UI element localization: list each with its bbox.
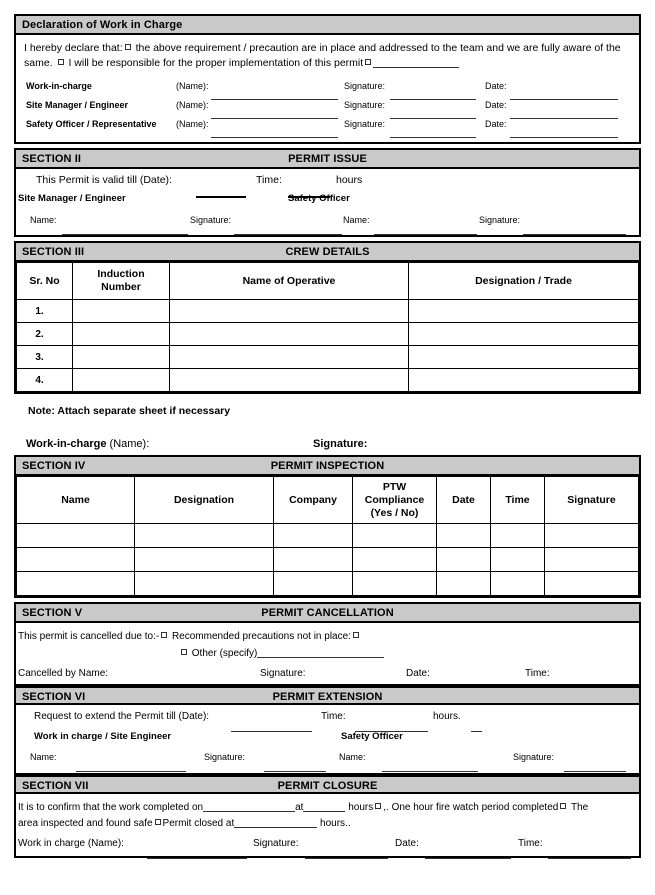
section-4-number: SECTION IV bbox=[22, 460, 86, 472]
inspection-company[interactable] bbox=[274, 524, 353, 548]
col-company: Company bbox=[274, 477, 353, 524]
col-name: Name bbox=[17, 477, 135, 524]
name-label: (Name): bbox=[176, 100, 209, 110]
work-in-charge-label bbox=[26, 438, 149, 450]
cancellation-date-label: Date: bbox=[406, 668, 430, 679]
crew-row-induction[interactable] bbox=[73, 369, 170, 392]
inspection-signature[interactable] bbox=[545, 524, 639, 548]
name-label: (Name): bbox=[176, 119, 209, 129]
work-in-charge-signoff-line bbox=[14, 438, 641, 455]
col-sr-no: Sr. No bbox=[17, 263, 73, 300]
section-2-title: PERMIT ISSUE bbox=[288, 153, 367, 165]
crew-row-induction[interactable] bbox=[73, 346, 170, 369]
closure-line2-a: area inspected and found safe bbox=[18, 818, 153, 829]
section-5-header-bar bbox=[16, 604, 639, 623]
extension-time-label: Time: bbox=[321, 711, 346, 722]
crew-row-sr: 3. bbox=[17, 346, 73, 369]
inspection-designation[interactable] bbox=[135, 524, 274, 548]
declaration-role-label: Safety Officer / Representative bbox=[26, 119, 157, 129]
inspection-time[interactable] bbox=[491, 524, 545, 548]
cancellation-other-input[interactable] bbox=[257, 647, 384, 658]
col-signature: Signature bbox=[545, 477, 639, 524]
date-label: Date: bbox=[485, 119, 507, 129]
closure-hours-input[interactable] bbox=[303, 801, 345, 812]
declaration-line1-pre: I hereby declare that: bbox=[24, 42, 123, 54]
declaration-header-label: Declaration of Work in Charge bbox=[22, 19, 183, 31]
name-input-line[interactable] bbox=[211, 127, 338, 138]
closure-signature-label: Signature: bbox=[253, 838, 299, 849]
work-in-charge-signature-label: Signature: bbox=[313, 438, 368, 450]
inspection-signature[interactable] bbox=[545, 572, 639, 596]
crew-row-name[interactable] bbox=[170, 300, 409, 323]
declaration-checkbox-1[interactable] bbox=[125, 44, 131, 50]
section-2-signature-label-2: Signature: bbox=[479, 215, 521, 225]
attach-sheet-note: Note: Attach separate sheet if necessary bbox=[28, 405, 231, 417]
section-2-signature-label-1: Signature: bbox=[190, 215, 232, 225]
section-7-block bbox=[14, 775, 641, 858]
section-6-header-bar bbox=[16, 686, 639, 705]
section-6-right-role: Safety Officer bbox=[341, 731, 403, 742]
section-7-body bbox=[16, 794, 639, 856]
section-6-name-label-1: Name: bbox=[30, 752, 57, 762]
inspection-company[interactable] bbox=[274, 548, 353, 572]
declaration-checkbox-2[interactable] bbox=[58, 59, 64, 65]
work-in-charge-bold-label: Work-in-charge bbox=[26, 438, 107, 450]
closure-statement bbox=[18, 800, 635, 832]
inspection-date[interactable] bbox=[437, 524, 491, 548]
closure-closed-at-input[interactable] bbox=[234, 817, 317, 828]
declaration-header-bar bbox=[16, 16, 639, 35]
cancellation-reason-precautions: Recommended precautions not in place: bbox=[171, 631, 351, 642]
section-6-left-role: Work in charge / Site Engineer bbox=[34, 731, 172, 742]
col-name-of-operative: Name of Operative bbox=[170, 263, 409, 300]
section-5-number: SECTION V bbox=[22, 607, 83, 619]
permit-valid-label: This Permit is valid till (Date): bbox=[36, 174, 172, 186]
ptw-line-3: (Yes / No) bbox=[370, 506, 419, 519]
section-2-number: SECTION II bbox=[22, 153, 82, 165]
declaration-role-label: Work-in-charge bbox=[26, 81, 92, 91]
cancellation-other-label: Other (specify) bbox=[191, 648, 258, 659]
work-in-charge-name-label: (Name): bbox=[109, 438, 150, 450]
col-ptw-compliance bbox=[353, 477, 437, 524]
cancellation-checkbox-1[interactable] bbox=[161, 632, 167, 638]
closure-line1-e: The bbox=[570, 802, 589, 813]
crew-row-name[interactable] bbox=[170, 346, 409, 369]
inspection-ptw[interactable] bbox=[353, 572, 437, 596]
closure-wic-input[interactable] bbox=[147, 848, 247, 859]
section-6-name-input-2[interactable] bbox=[382, 761, 478, 772]
inspection-designation[interactable] bbox=[135, 572, 274, 596]
closure-line1-b: at bbox=[295, 802, 304, 813]
extension-trailing-mark bbox=[471, 721, 482, 732]
section-5-title: PERMIT CANCELLATION bbox=[261, 607, 394, 619]
section-6-signature-input-1[interactable] bbox=[264, 761, 326, 772]
section-2-signature-input-2[interactable] bbox=[523, 224, 626, 235]
extension-request-label: Request to extend the Permit till (Date): bbox=[34, 711, 210, 722]
inspection-signature[interactable] bbox=[545, 548, 639, 572]
closure-wic-label: Work in charge (Name): bbox=[18, 838, 124, 849]
declaration-row-safety-officer bbox=[24, 116, 631, 135]
inspection-time[interactable] bbox=[491, 548, 545, 572]
crew-row-designation[interactable] bbox=[409, 323, 639, 346]
cancellation-checkbox-2[interactable] bbox=[353, 632, 359, 638]
crew-row-sr: 2. bbox=[17, 323, 73, 346]
cancellation-signature-label: Signature: bbox=[260, 668, 306, 679]
inspection-ptw[interactable] bbox=[353, 548, 437, 572]
closure-line1-a: It is to confirm that the work completed on bbox=[18, 802, 204, 813]
declaration-line2-mid: I will be responsible for the proper implementation of this permit bbox=[68, 57, 364, 69]
signature-label: Signature: bbox=[344, 119, 386, 129]
section-6-name-input-1[interactable] bbox=[76, 761, 186, 772]
closure-signature-input[interactable] bbox=[305, 848, 388, 859]
cancellation-time-label: Time: bbox=[525, 668, 550, 679]
table-row bbox=[17, 572, 639, 596]
declaration-row-site-manager bbox=[24, 97, 631, 116]
declaration-block bbox=[14, 14, 641, 144]
closure-date-input[interactable] bbox=[203, 801, 295, 812]
table-row bbox=[17, 548, 639, 572]
crew-row-sr: 4. bbox=[17, 369, 73, 392]
section-7-title: PERMIT CLOSURE bbox=[277, 780, 378, 792]
declaration-role-label: Site Manager / Engineer bbox=[26, 100, 129, 110]
section-2-name-input-2[interactable] bbox=[374, 224, 477, 235]
section-6-signature-input-2[interactable] bbox=[564, 761, 626, 772]
closure-date-field[interactable] bbox=[425, 848, 511, 859]
col-time: Time bbox=[491, 477, 545, 524]
table-header-row bbox=[17, 263, 639, 300]
permit-inspection-table bbox=[16, 476, 639, 596]
declaration-blank-line[interactable] bbox=[373, 57, 459, 68]
section-6-signature-label-1: Signature: bbox=[204, 752, 246, 762]
crew-row-designation[interactable] bbox=[409, 369, 639, 392]
permit-time-label: Time: bbox=[256, 174, 282, 186]
closure-checkbox-2[interactable] bbox=[560, 803, 566, 809]
section-5-body bbox=[16, 623, 639, 684]
extension-date-input[interactable] bbox=[231, 721, 312, 732]
section-6-name-label-2: Name: bbox=[339, 752, 366, 762]
section-4-block bbox=[14, 455, 641, 598]
closure-line1-c: hours bbox=[348, 802, 374, 813]
inspection-name[interactable] bbox=[17, 572, 135, 596]
col-designation: Designation bbox=[135, 477, 274, 524]
inspection-company[interactable] bbox=[274, 572, 353, 596]
col-designation-trade: Designation / Trade bbox=[409, 263, 639, 300]
signature-label: Signature: bbox=[344, 100, 386, 110]
section-2-block bbox=[14, 148, 641, 237]
permit-valid-date-input[interactable] bbox=[196, 186, 246, 198]
declaration-statement bbox=[24, 41, 631, 71]
closure-line2-b: Permit closed at bbox=[162, 818, 235, 829]
col-date: Date bbox=[437, 477, 491, 524]
date-input-line[interactable] bbox=[510, 127, 618, 138]
crew-row-sr: 1. bbox=[17, 300, 73, 323]
section-2-left-role: Site Manager / Engineer bbox=[18, 193, 126, 204]
col-induction-number: Induction Number bbox=[73, 263, 170, 300]
closure-time-label: Time: bbox=[518, 838, 543, 849]
table-row bbox=[17, 346, 639, 369]
section-3-title: CREW DETAILS bbox=[285, 246, 370, 258]
crew-row-name[interactable] bbox=[170, 323, 409, 346]
section-6-body bbox=[16, 705, 639, 773]
section-5-block bbox=[14, 602, 641, 686]
table-row bbox=[17, 323, 639, 346]
closure-line2-c: hours.. bbox=[320, 818, 351, 829]
crew-row-designation[interactable] bbox=[409, 300, 639, 323]
section-2-right-role: Safety Officer bbox=[288, 193, 350, 204]
crew-details-table bbox=[16, 262, 639, 392]
crew-row-name[interactable] bbox=[170, 369, 409, 392]
closure-date-label: Date: bbox=[395, 838, 419, 849]
section-7-header-bar bbox=[16, 775, 639, 794]
declaration-line1-post: the above requirement / precaution are in place and addressed to the team and we are fully aware of the bbox=[135, 42, 621, 54]
cancellation-intro: This permit is cancelled due to:- bbox=[18, 631, 160, 642]
declaration-body bbox=[16, 35, 639, 142]
form-sheet bbox=[14, 14, 641, 858]
crew-row-induction[interactable] bbox=[73, 323, 170, 346]
cancellation-reason-line-2 bbox=[179, 647, 384, 659]
cancellation-reason-line-1 bbox=[18, 631, 361, 642]
closure-checkbox-3[interactable] bbox=[155, 819, 161, 825]
section-2-name-input-1[interactable] bbox=[62, 224, 188, 235]
section-6-number: SECTION VI bbox=[22, 691, 86, 703]
section-6-signature-label-2: Signature: bbox=[513, 752, 555, 762]
section-7-number: SECTION VII bbox=[22, 780, 89, 792]
declaration-checkbox-3[interactable] bbox=[365, 59, 371, 65]
section-2-body bbox=[16, 169, 639, 235]
section-6-title: PERMIT EXTENSION bbox=[272, 691, 383, 703]
crew-row-induction[interactable] bbox=[73, 300, 170, 323]
section-3-block bbox=[14, 241, 641, 394]
section-2-name-label-2: Name: bbox=[343, 215, 370, 225]
table-row bbox=[17, 524, 639, 548]
ptw-line-1: PTW bbox=[382, 480, 407, 493]
inspection-date[interactable] bbox=[437, 548, 491, 572]
section-2-signature-input-1[interactable] bbox=[234, 224, 342, 235]
cancelled-by-label: Cancelled by Name: bbox=[18, 668, 109, 679]
ptw-line-2: Compliance bbox=[364, 493, 425, 506]
declaration-row-work-in-charge bbox=[24, 78, 631, 97]
date-label: Date: bbox=[485, 100, 507, 110]
closure-checkbox-1[interactable] bbox=[375, 803, 381, 809]
table-header-row bbox=[17, 477, 639, 524]
closure-time-input[interactable] bbox=[548, 848, 631, 859]
inspection-time[interactable] bbox=[491, 572, 545, 596]
name-label: (Name): bbox=[176, 81, 209, 91]
section-3-header-bar bbox=[16, 243, 639, 262]
inspection-name[interactable] bbox=[17, 548, 135, 572]
crew-row-designation[interactable] bbox=[409, 346, 639, 369]
inspection-name[interactable] bbox=[17, 524, 135, 548]
cancellation-checkbox-other[interactable] bbox=[181, 649, 187, 655]
closure-line1-d: ,. One hour fire watch period completed bbox=[383, 802, 559, 813]
section-4-header-bar bbox=[16, 457, 639, 476]
section-3-number: SECTION III bbox=[22, 246, 85, 258]
declaration-line2-pre: same. bbox=[24, 57, 53, 69]
section-4-title: PERMIT INSPECTION bbox=[270, 460, 385, 472]
section-6-block bbox=[14, 686, 641, 775]
section-2-name-label-1: Name: bbox=[30, 215, 57, 225]
extension-hours-label: hours. bbox=[433, 711, 461, 722]
signature-input-line[interactable] bbox=[390, 127, 476, 138]
permit-hours-label: hours bbox=[336, 174, 363, 186]
date-label: Date: bbox=[485, 81, 507, 91]
section-2-header-bar bbox=[16, 150, 639, 169]
signature-label: Signature: bbox=[344, 81, 386, 91]
inspection-date[interactable] bbox=[437, 572, 491, 596]
table-row bbox=[17, 369, 639, 392]
inspection-designation[interactable] bbox=[135, 548, 274, 572]
inspection-ptw[interactable] bbox=[353, 524, 437, 548]
table-row bbox=[17, 300, 639, 323]
